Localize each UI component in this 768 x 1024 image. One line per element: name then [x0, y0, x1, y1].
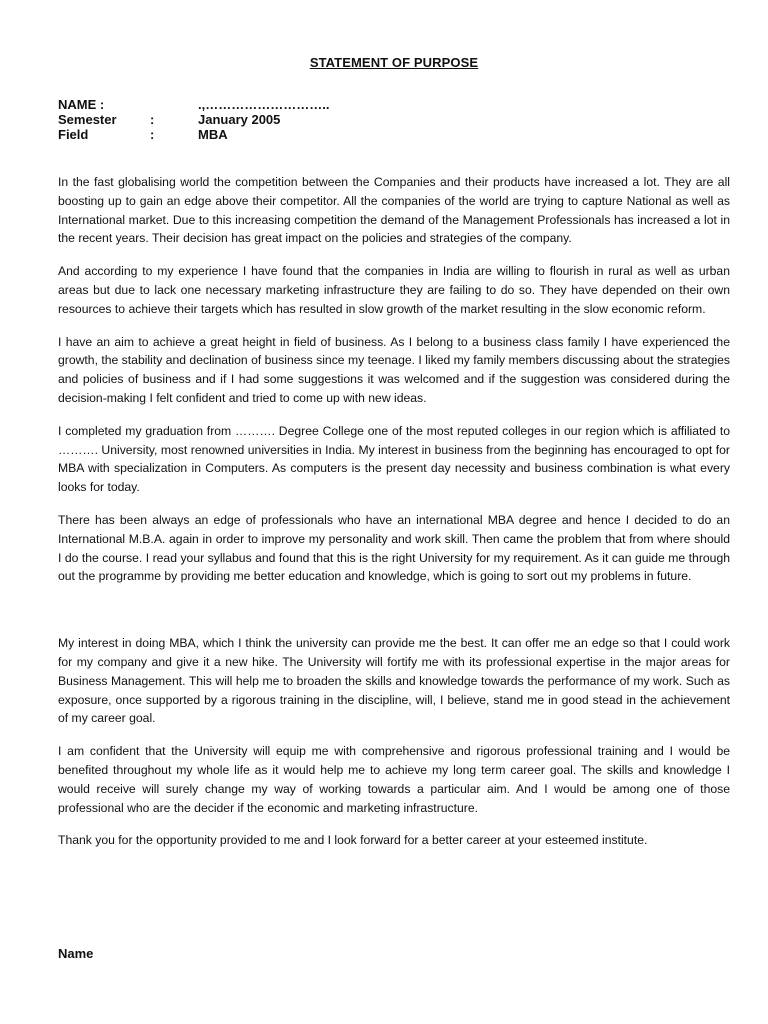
field-colon: : — [150, 112, 155, 127]
paragraph: There has been always an edge of professionals who have an international MBA degree and hence I decided to do an International M.B.A. again in order to improve my personality and work skill. Then came the problem that from where should I do the course. I read your syllabus and found that this is the right University for my requirement. As it can guide me through out the programme by providing me better education and knowledge, which is going to sort out my problems in future. — [58, 512, 730, 584]
field-row-semester — [58, 112, 329, 127]
field-value: .,……………………….. — [198, 97, 330, 112]
field-label: Field — [58, 127, 89, 142]
field-row-field — [58, 127, 329, 142]
field-label: Semester — [58, 112, 117, 127]
header-fields — [58, 97, 329, 142]
field-value: January 2005 — [198, 112, 281, 127]
field-colon — [150, 97, 198, 112]
paragraph: I have an aim to achieve a great height in field of business. As I belong to a business class family I have experienced the growth, the stability and declination of business since my teenage. I liked my family members discussing about the strategies and policies of business and if I had some suggestions it was welcomed and if the suggestion was considered during the decision-making I felt confident and tried to come up with new ideas. — [58, 334, 731, 405]
field-row-name — [58, 97, 329, 112]
field-label: NAME : — [58, 97, 105, 112]
paragraph: And according to my experience I have found that the companies in India are willing to flourish in rural as well as urban areas but due to lack one necessary marketing infrastructure they are failing to do so. They have depended on their own resources to achieve their targets which has resulted in slow growth of the market resulting in the slow economic reform. — [58, 264, 730, 316]
field-value: MBA — [198, 127, 228, 142]
paragraph: My interest in doing MBA, which I think the university can provide me the best. It can offer me an edge so that I could work for my company and give it a new hike. The University will fortify me with its professional expertise in the major areas for Business Management. This will help me to broaden the skills and knowledge towards the performance of my work. Such as exposure, once supported by a rigorous training in the discipline, will, I believe, stand me in good stead in the achievement of my career goal. — [58, 636, 730, 726]
paragraph: Thank you for the opportunity provided to me and I look forward for a better career at your esteemed institute. — [58, 833, 648, 848]
paragraph: I completed my graduation from ………. Degree College one of the most reputed colleges in our region which is affiliated to ………. University, most renowned universities in India. My interest in business from the beginning has encouraged to opt for MBA with specialization in Computers. As computers is the present day necessity and business combination is what every looks for today. — [58, 423, 730, 495]
paragraph: In the fast globalising world the competition between the Companies and their products have increased a lot. They are all boosting up to gain an edge above their competitor. All the companies of the world are trying to capture National as well as International market. Due to this increasing competition the demand of the Management Professionals has increased a lot in the recent years. Their decision has great impact on the policies and strategies of the company. — [58, 175, 730, 246]
document-title: STATEMENT OF PURPOSE — [309, 55, 479, 70]
field-colon: : — [150, 127, 155, 142]
signature-name: Name — [58, 946, 94, 961]
body-text — [58, 173, 730, 850]
paragraph: I am confident that the University will equip me with comprehensive and rigorous professional training and I would be benefited throughout my whole life as it would help me to achieve my long term career goal. The skills and knowledge I would receive will surely change my way of working towards a particular aim. And I would be among one of those professional who are the decider if the economic and marketing infrastructure. — [58, 744, 730, 815]
